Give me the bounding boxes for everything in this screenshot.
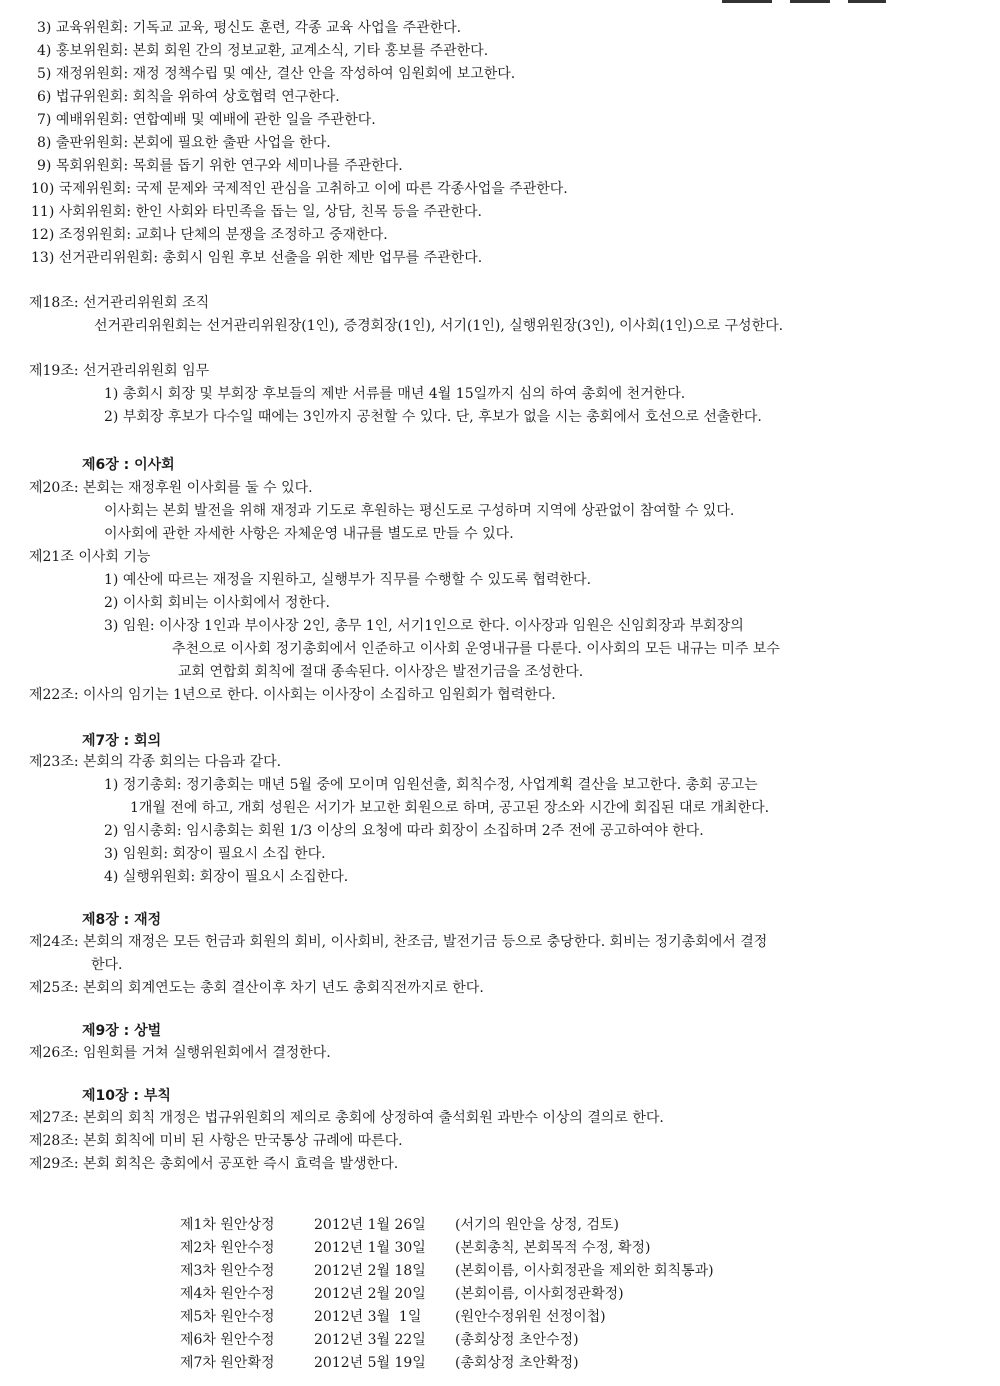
revision-note: (본회이름, 이사회정관을 제외한 회칙통과) [455, 1263, 714, 1279]
revision-date: 2012년 3월 1일 [314, 1309, 422, 1325]
revision-note: (총회상정 초안수정) [455, 1332, 579, 1348]
committee-item-10: 10) 국제위원회: 국제 문제와 국제적인 관심을 고취하고 이에 따른 각종사업을 주관한다. [31, 181, 568, 197]
revision-date: 2012년 2월 20일 [314, 1286, 426, 1302]
chapter-6-heading: 제6장 : 이사회 [82, 457, 175, 473]
revision-label: 제2차 원안수정 [180, 1240, 275, 1256]
article-25: 제25조: 본회의 회계연도는 총회 결산이후 차기 년도 총회직전까지로 한다. [29, 980, 484, 996]
revision-row [180, 1238, 275, 1258]
revision-note: (본회총칙, 본회목적 수정, 확정) [455, 1240, 651, 1256]
revision-date: 2012년 3월 22일 [314, 1332, 426, 1348]
article-24-cont: 한다. [91, 957, 123, 973]
article-23: 제23조: 본회의 각종 회의는 다음과 같다. [29, 754, 282, 770]
revision-note: (본회이름, 이사회정관확정) [455, 1286, 624, 1302]
revision-label: 제4차 원안수정 [180, 1286, 275, 1302]
committee-item-6: 6) 법규위원회: 회칙을 위하여 상호협력 연구한다. [37, 89, 340, 105]
article-21-item-2: 2) 이사회 회비는 이사회에서 정한다. [104, 595, 330, 611]
revision-date: 2012년 1월 30일 [314, 1240, 426, 1256]
revision-note: (총회상정 초안확정) [455, 1355, 579, 1371]
article-20-body-1: 이사회는 본회 발전을 위해 재정과 기도로 후원하는 평신도로 구성하며 지역에 상관없이 참여할 수 있다. [104, 503, 735, 519]
article-23-item-3: 3) 임원회: 회장이 필요시 소집 한다. [104, 846, 326, 862]
article-23-item-4: 4) 실행위원회: 회장이 필요시 소집한다. [104, 869, 349, 885]
article-23-item-2: 2) 임시총회: 임시총회는 회원 1/3 이상의 요청에 따라 회장이 소집하며 2주 전에 공고하여야 한다. [104, 823, 704, 839]
article-20-body-2: 이사회에 관한 자세한 사항은 자체운영 내규를 별도로 만들 수 있다. [104, 526, 514, 542]
committee-item-4: 4) 홍보위원회: 본회 회원 간의 정보교환, 교계소식, 기타 홍보를 주관한다. [37, 43, 489, 59]
article-18-body: 선거관리위원회는 선거관리위원장(1인), 증경회장(1인), 서기(1인), 실행위원장(3인), 이사회(1인)으로 구성한다. [94, 318, 784, 334]
article-23-item-1-cont: 1개월 전에 하고, 개회 성원은 서기가 보고한 회원으로 하며, 공고된 장소와 시간에 회집된 대로 개최한다. [130, 800, 770, 816]
article-19-item-1: 1) 총회시 회장 및 부회장 후보들의 제반 서류를 매년 4월 15일까지 심의 하여 총회에 천거한다. [104, 386, 686, 402]
committee-item-11: 11) 사회위원회: 한인 사회와 타민족을 돕는 일, 상담, 친목 등을 주관한다. [31, 204, 482, 220]
article-29: 제29조: 본회 회칙은 총회에서 공포한 즉시 효력을 발생한다. [29, 1156, 399, 1172]
chapter-9-heading: 제9장 : 상벌 [82, 1023, 162, 1039]
article-26: 제26조: 임원회를 거쳐 실행위원회에서 결정한다. [29, 1045, 331, 1061]
revision-row [180, 1353, 275, 1373]
committee-item-9: 9) 목회위원회: 목회를 돕기 위한 연구와 세미나를 주관한다. [37, 158, 403, 174]
article-24: 제24조: 본회의 재정은 모든 헌금과 회원의 회비, 이사회비, 찬조금, 발전기금 등으로 충당한다. 회비는 정기총회에서 결정 [29, 934, 768, 950]
revision-row [180, 1215, 275, 1235]
committee-item-7: 7) 예배위원회: 연합예배 및 예배에 관한 일을 주관한다. [37, 112, 376, 128]
article-19-title: 제19조: 선거관리위원회 임무 [29, 363, 210, 379]
article-28: 제28조: 본회 회칙에 미비 된 사항은 만국통상 규례에 따른다. [29, 1133, 403, 1149]
revision-date: 2012년 1월 26일 [314, 1217, 426, 1233]
article-21-item-3-cont-2: 교회 연합회 회칙에 절대 종속된다. 이사장은 발전기금을 조성한다. [178, 664, 584, 680]
committee-item-5: 5) 재정위원회: 재정 정책수립 및 예산, 결산 안을 작성하여 임원회에 보고한다. [37, 66, 516, 82]
revision-note: (원안수정위원 선정이첩) [455, 1309, 606, 1325]
chapter-8-heading: 제8장 : 재정 [82, 912, 162, 928]
revision-note: (서기의 원안을 상정, 검토) [455, 1217, 619, 1233]
article-21-item-3: 3) 임원: 이사장 1인과 부이사장 2인, 총무 1인, 서기1인으로 한다. 이사장과 임원은 신임회장과 부회장의 [104, 618, 744, 634]
revision-label: 제6차 원안수정 [180, 1332, 275, 1348]
article-23-item-1: 1) 정기총회: 정기총회는 매년 5월 중에 모이며 임원선출, 회칙수정, 사업계획 결산을 보고한다. 총회 공고는 [104, 777, 758, 793]
article-22: 제22조: 이사의 임기는 1년으로 한다. 이사회는 이사장이 소집하고 임원회가 협력한다. [29, 687, 556, 703]
revision-date: 2012년 5월 19일 [314, 1355, 426, 1371]
revision-row [180, 1307, 275, 1327]
revision-label: 제3차 원안수정 [180, 1263, 275, 1279]
article-18-title: 제18조: 선거관리위원회 조직 [29, 295, 210, 311]
revision-date: 2012년 2월 18일 [314, 1263, 426, 1279]
article-21-item-1: 1) 예산에 따르는 재정을 지원하고, 실행부가 직무를 수행할 수 있도록 협력한다. [104, 572, 592, 588]
committee-item-3: 3) 교육위원회: 기독교 교육, 평신도 훈련, 각종 교육 사업을 주관한다. [37, 20, 462, 36]
revision-row [180, 1261, 275, 1281]
chapter-7-heading: 제7장 : 회의 [82, 733, 162, 749]
article-27: 제27조: 본회의 회칙 개정은 법규위원회의 제의로 총회에 상정하여 출석회원 과반수 이상의 결의로 한다. [29, 1110, 664, 1126]
chapter-10-heading: 제10장 : 부칙 [82, 1088, 171, 1104]
revision-label: 제7차 원안확정 [180, 1355, 275, 1371]
revision-row [180, 1330, 275, 1350]
article-19-item-2: 2) 부회장 후보가 다수일 때에는 3인까지 공천할 수 있다. 단, 후보가 없을 시는 총회에서 호선으로 선출한다. [104, 409, 762, 425]
revision-row [180, 1284, 275, 1304]
scan-top-marks [0, 0, 1000, 6]
revision-label: 제5차 원안수정 [180, 1309, 275, 1325]
committee-item-13: 13) 선거관리위원회: 총회시 임원 후보 선출을 위한 제반 업무를 주관한다. [31, 250, 483, 266]
committee-item-8: 8) 출판위원회: 본회에 필요한 출판 사업을 한다. [37, 135, 331, 151]
article-21-title: 제21조 이사회 기능 [29, 549, 151, 565]
committee-item-12: 12) 조정위원회: 교회나 단체의 분쟁을 조정하고 중재한다. [31, 227, 388, 243]
revision-label: 제1차 원안상정 [180, 1217, 275, 1233]
article-20: 제20조: 본회는 재정후원 이사회를 둘 수 있다. [29, 480, 313, 496]
article-21-item-3-cont-1: 추천으로 이사회 정기총회에서 인준하고 이사회 운영내규를 다룬다. 이사회의 모든 내규는 미주 보수 [172, 641, 780, 657]
